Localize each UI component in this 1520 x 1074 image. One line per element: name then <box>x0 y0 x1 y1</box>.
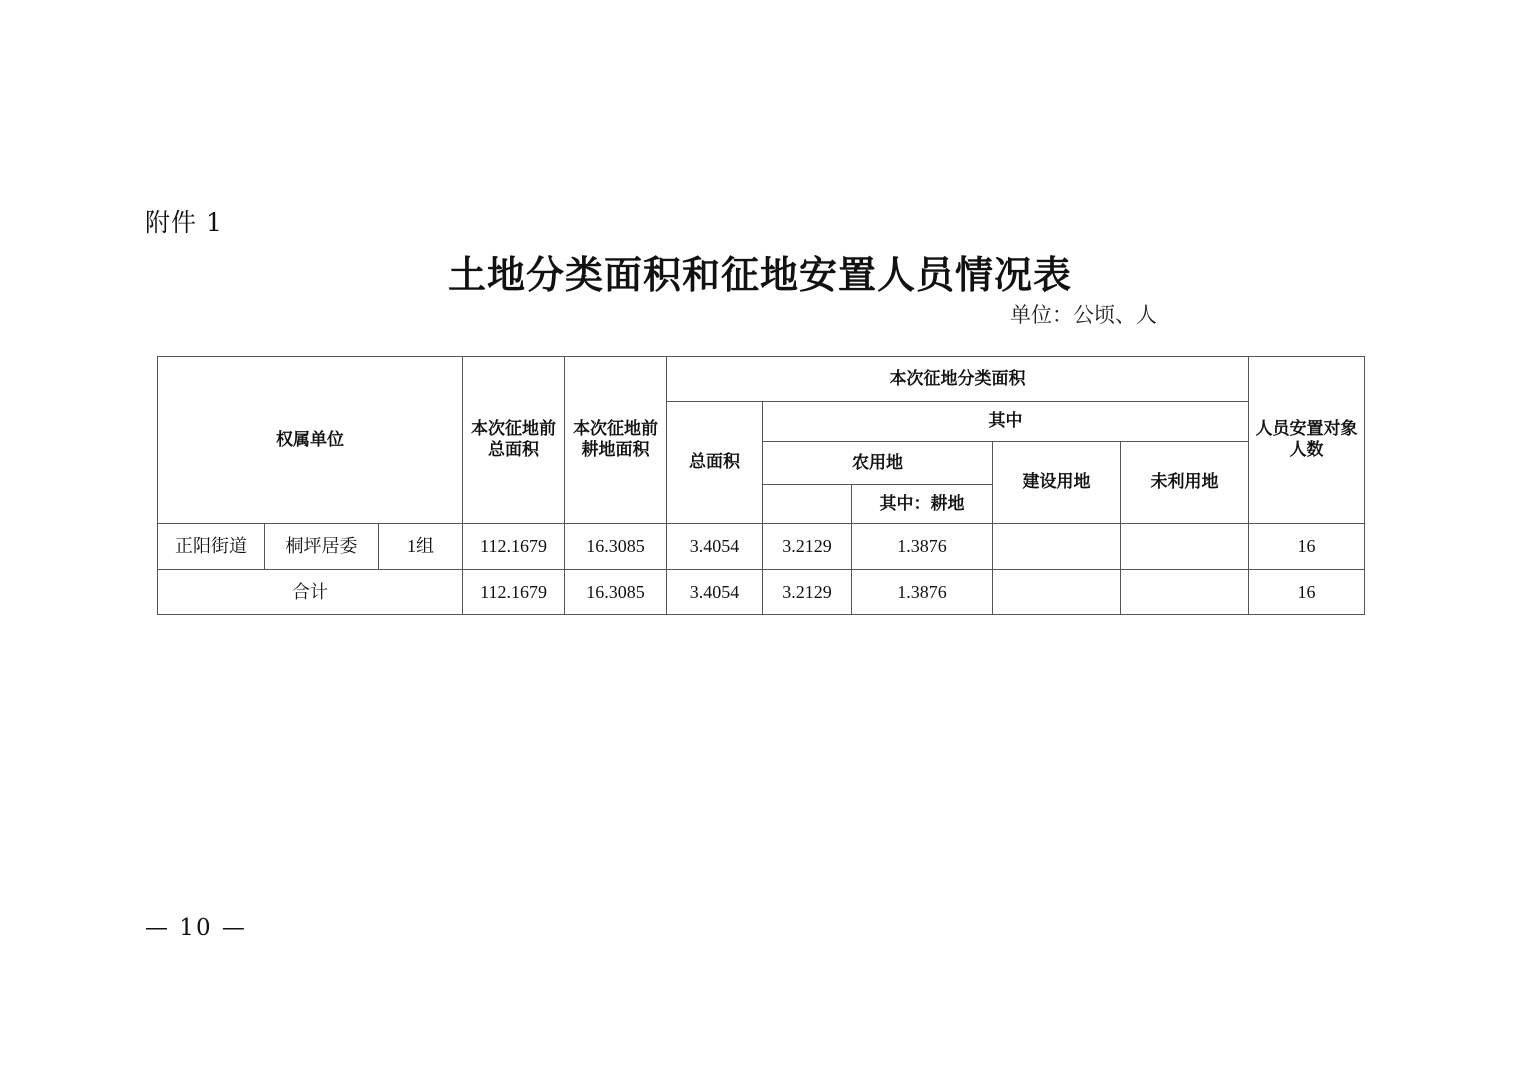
land-table <box>157 356 1365 615</box>
cell-cultivated-land: 1.3876 <box>852 524 993 570</box>
header-classified-area: 本次征地分类面积 <box>667 357 1249 402</box>
page-number: — 10 — <box>145 915 247 941</box>
total-agricultural-land: 3.2129 <box>763 570 852 615</box>
cell-agricultural-land: 3.2129 <box>763 524 852 570</box>
page-title: 土地分类面积和征地安置人员情况表 <box>447 252 1072 297</box>
header-row-1 <box>158 357 1365 402</box>
total-pre-total-area: 112.1679 <box>463 570 565 615</box>
header-owner-unit: 权属单位 <box>158 357 463 524</box>
header-resettled-persons: 人员安置对象人数 <box>1249 357 1365 524</box>
cell-pre-cultivated-area: 16.3085 <box>565 524 667 570</box>
header-total-area: 总面积 <box>667 402 763 524</box>
cell-street: 正阳街道 <box>158 524 265 570</box>
attachment-label: 附件 1 <box>145 208 223 237</box>
cell-pre-total-area: 112.1679 <box>463 524 565 570</box>
total-label: 合计 <box>158 570 463 615</box>
header-of-which: 其中 <box>763 402 1249 442</box>
cell-construction-land <box>993 524 1121 570</box>
total-pre-cultivated-area: 16.3085 <box>565 570 667 615</box>
header-agricultural-land: 农用地 <box>763 442 993 485</box>
total-total-area: 3.4054 <box>667 570 763 615</box>
header-construction-land: 建设用地 <box>993 442 1121 524</box>
cell-committee: 桐坪居委 <box>265 524 379 570</box>
header-pre-cultivated-area: 本次征地前耕地面积 <box>565 357 667 524</box>
cell-resettled-persons: 16 <box>1249 524 1365 570</box>
header-pre-total-area: 本次征地前总面积 <box>463 357 565 524</box>
header-blank-cell <box>763 485 852 524</box>
total-construction-land <box>993 570 1121 615</box>
total-unused-land <box>1121 570 1249 615</box>
cell-group: 1组 <box>379 524 463 570</box>
header-unused-land: 未利用地 <box>1121 442 1249 524</box>
cell-unused-land <box>1121 524 1249 570</box>
total-resettled-persons: 16 <box>1249 570 1365 615</box>
total-cultivated-land: 1.3876 <box>852 570 993 615</box>
cell-total-area: 3.4054 <box>667 524 763 570</box>
table-row <box>158 524 1365 570</box>
total-row <box>158 570 1365 615</box>
header-of-which-cultivated: 其中：耕地 <box>852 485 993 524</box>
unit-label: 单位：公顷、人 <box>1010 303 1157 327</box>
